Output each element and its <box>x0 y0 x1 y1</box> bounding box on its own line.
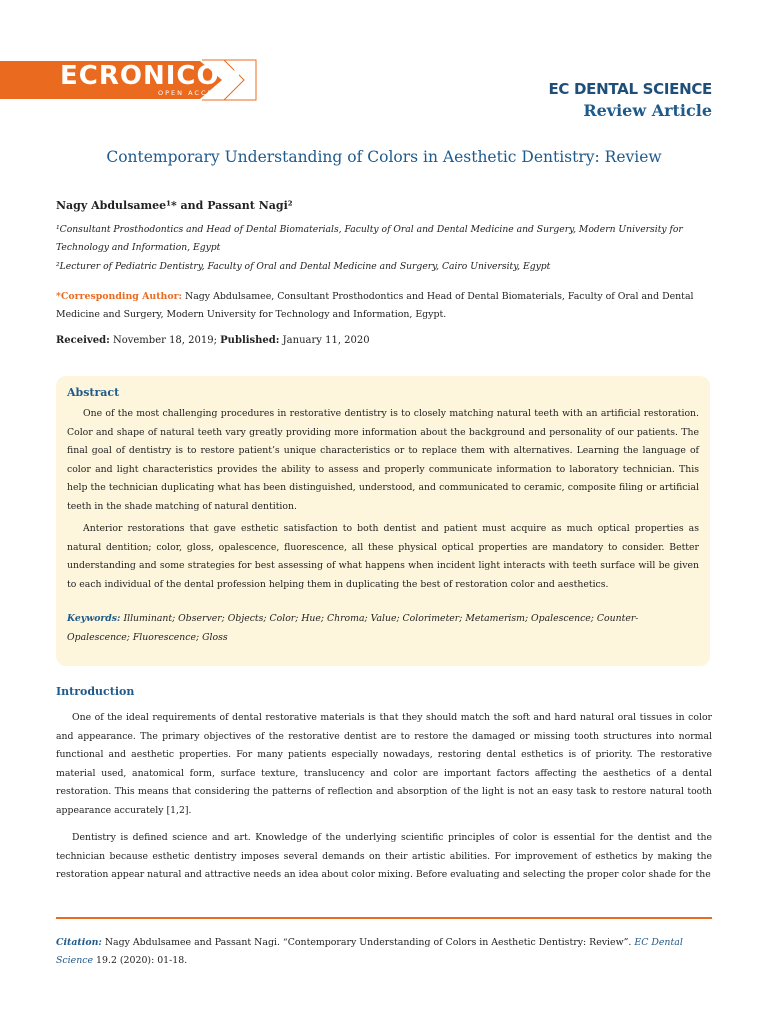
citation-journal: EC Dental Science <box>56 937 683 966</box>
abstract-paragraph-2: Anterior restorations that gave esthetic satisfaction to both dentist and patient must acquire as much optical properties as natural dentition; color, gloss, opalescence, fluorescence, all these physical optical properties are mandatory to consider. Better understanding and some strategies for best assessing of what happens when incident light interacts with teeth surface will be given to each individual of the dental profession helping them in duplicating the best of restoration color and aesthetics. <box>67 523 699 590</box>
citation <box>56 934 712 970</box>
corresponding-label: *Corresponding Author: <box>56 291 183 302</box>
affiliation-1: ¹Consultant Prosthodontics and Head of Dental Biomaterials, Faculty of Oral and Dental Medicine and Surgery, Modern University for Technology and Information, Egypt <box>56 224 683 253</box>
logo-subtext: OPEN ACCESS <box>158 89 226 97</box>
article-type: Review Article <box>583 101 712 120</box>
keywords-text: Illuminant; Observer; Objects; Color; Hue; Chroma; Value; Colorimeter; Metamerism; Opalescence; Counter-Opalescence; Fluorescence; Gloss <box>67 613 639 643</box>
corresponding-author <box>56 288 712 324</box>
received-label: Received: <box>56 335 110 346</box>
logo-text: ECRONICON <box>60 61 243 91</box>
introduction-paragraph-2: Dentistry is defined science and art. Knowledge of the underlying scientific principles of color is essential for the dentist and the technician because esthetic dentistry imposes several demands on their artistic abilities. For improvement of esthetics by making the restoration appear natural and attractive needs an idea about color mixing. Before evaluating and selecting the proper color shade for the <box>56 832 712 880</box>
published-date: January 11, 2020 <box>282 335 370 346</box>
corresponding-text: Nagy Abdulsamee, Consultant Prosthodontics and Head of Dental Biomaterials, Faculty of Oral and Dental Medicine and Surgery, Modern University for Technology and Information, Egypt. <box>56 291 694 320</box>
citation-text: Nagy Abdulsamee and Passant Nagi. “Contemporary Understanding of Colors in Aesthetic Dentistry: Review”. <box>104 937 632 948</box>
dates <box>56 335 370 346</box>
keywords-label: Keywords: <box>67 613 121 624</box>
introduction-heading: Introduction <box>56 685 135 698</box>
authors: Nagy Abdulsamee¹* and Passant Nagi² <box>56 199 293 212</box>
abstract-paragraph-1: One of the most challenging procedures in restorative dentistry is to closely matching natural teeth with an artificial restoration. Color and shape of natural teeth vary greatly providing more information about the background and personality of our patients. The final goal of dentistry is to restore patient’s unique characteristics or to replace them with alternatives. Learning the language of color and light characteristics provides the ability to assess and properly communicate information to laboratory technician. This help the technician duplicating what has been distinguished, understood, and communicated to ceramic, composite filing or artificial teeth in the shade matching of natural dentition. <box>67 408 699 512</box>
paper-title: Contemporary Understanding of Colors in Aesthetic Dentistry: Review <box>106 148 662 166</box>
affiliation-2: ²Lecturer of Pediatric Dentistry, Faculty of Oral and Dental Medicine and Surgery, Cairo University, Egypt <box>56 261 551 272</box>
journal-name: EC DENTAL SCIENCE <box>548 80 712 98</box>
citation-volume: 19.2 (2020): 01-18. <box>96 955 188 966</box>
introduction-paragraph-1: One of the ideal requirements of dental restorative materials is that they should match the soft and hard natural oral tissues in color and appearance. The primary objectives of the restorative dentist are to restore the damaged or missing tooth structures into normal functional and aesthetic properties. For many patients especially nowadays, restoring dental esthetics is of priority. The restorative material used, anatomical form, surface texture, translucency and color are important factors affecting the aesthetics of a dental restoration. This means that considering the patterns of reflection and absorption of the light is not an easy task to restore natural tooth appearance accurately [1,2]. <box>56 712 712 816</box>
citation-label: Citation: <box>56 937 102 948</box>
abstract-heading: Abstract <box>67 386 120 399</box>
footer-divider <box>56 917 712 919</box>
published-label: Published: <box>220 335 280 346</box>
received-date: November 18, 2019; <box>112 335 217 346</box>
keywords <box>67 609 699 647</box>
